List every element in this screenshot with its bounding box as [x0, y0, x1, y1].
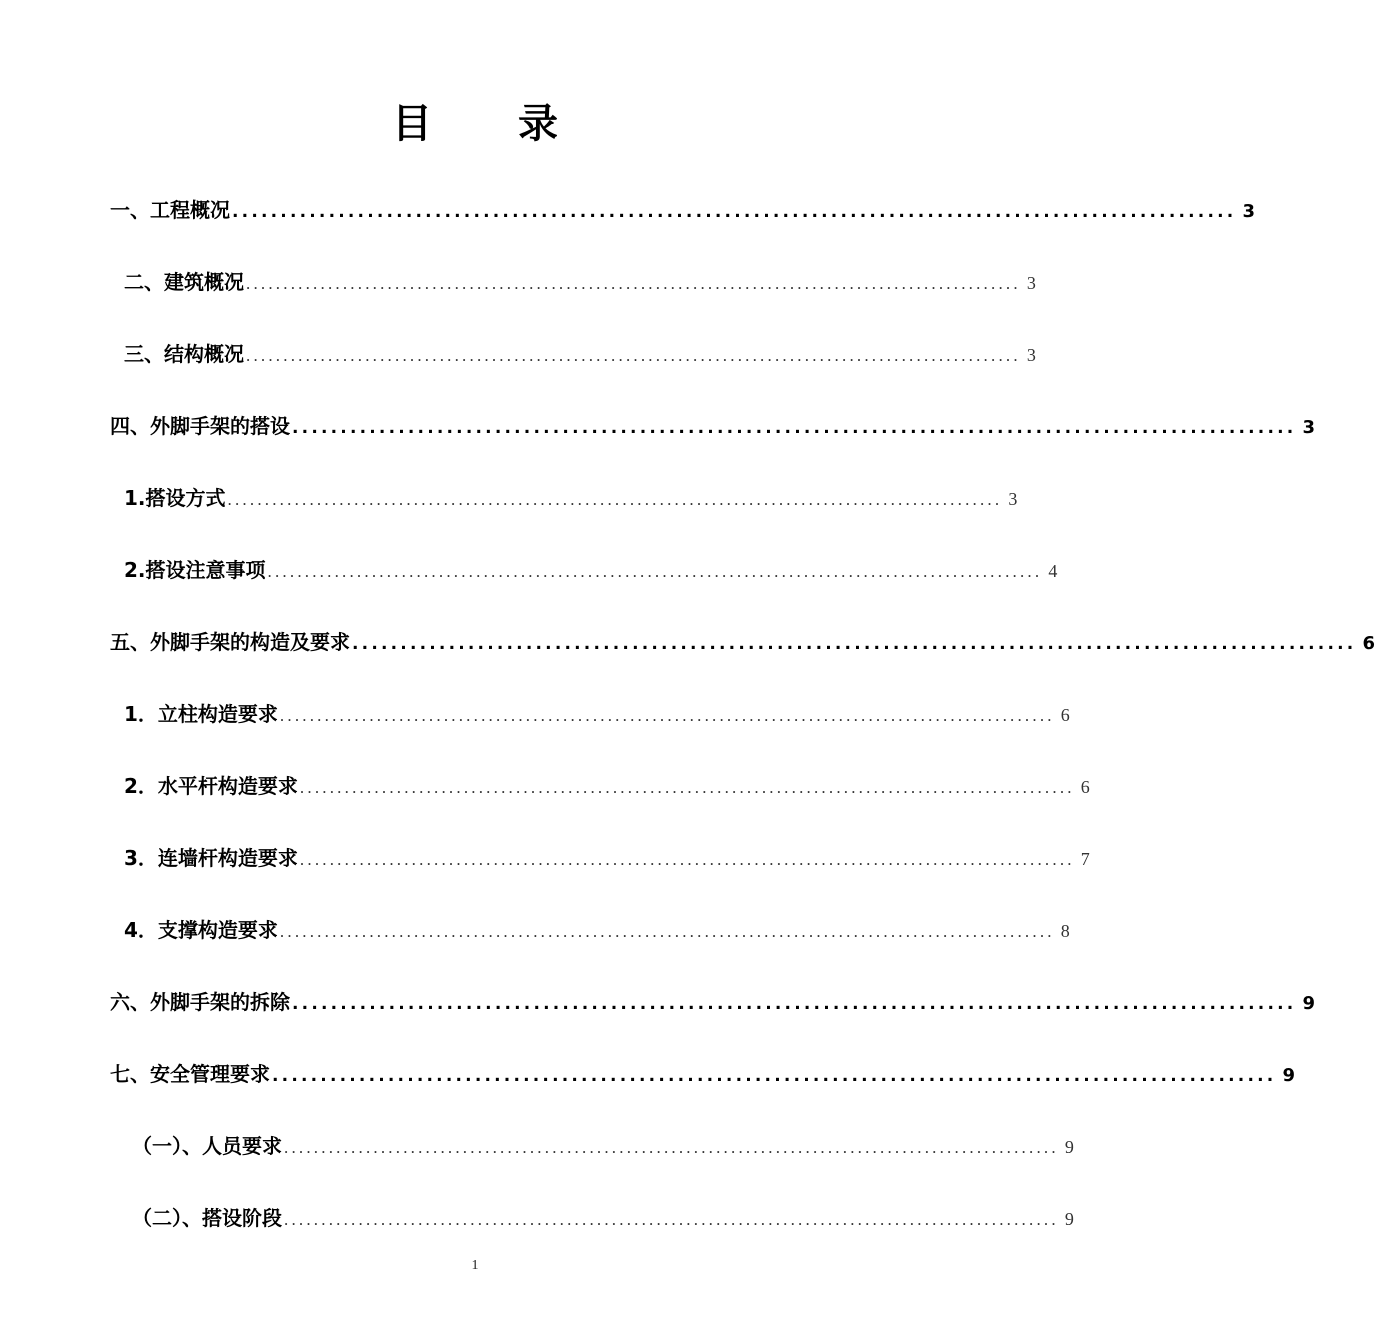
dot-leader: ........................................................................................................	[246, 346, 1021, 365]
toc-entry-3[interactable]	[0, 334, 1036, 374]
toc-entry-6[interactable]	[0, 550, 1058, 590]
toc-entry-12[interactable]	[0, 982, 1315, 1022]
toc-entry-page: 9	[1064, 1137, 1074, 1157]
toc-entry-label: （二）、搭设阶段	[132, 1206, 282, 1230]
toc-entry-page: 9	[1282, 1065, 1295, 1086]
toc-entry-page: 8	[1060, 921, 1070, 941]
toc-entry-label: 四、外脚手架的搭设	[110, 414, 290, 438]
toc-entry-page: 9	[1302, 993, 1315, 1014]
toc-entry-10[interactable]	[0, 838, 1090, 878]
dot-leader: ........................................................................................................	[227, 490, 1003, 509]
toc-entry-link[interactable]	[110, 1054, 1295, 1094]
toc-entry-page: 6	[1080, 777, 1090, 797]
toc-entry-label: 3．连墙杆构造要求	[124, 846, 298, 870]
toc-entry-4[interactable]	[0, 406, 1315, 446]
dot-leader: ........................................................................................................	[299, 778, 1075, 797]
toc-entry-7[interactable]	[0, 622, 1375, 662]
toc-entry-page: 4	[1048, 561, 1058, 581]
toc-entry-9[interactable]	[0, 766, 1090, 806]
dot-leader: ........................................................................................................	[352, 634, 1357, 654]
toc-entry-link[interactable]	[124, 910, 1070, 950]
dot-leader: ........................................................................................................	[279, 922, 1055, 941]
toc-entry-link[interactable]	[124, 334, 1036, 374]
toc-entry-label: 七、安全管理要求	[110, 1062, 270, 1086]
dot-leader: ........................................................................................................	[279, 706, 1055, 725]
toc-entry-page: 6	[1060, 705, 1070, 725]
toc-entry-link[interactable]	[124, 262, 1036, 302]
toc-entry-link[interactable]	[110, 982, 1315, 1022]
dot-leader: ........................................................................................................	[246, 274, 1021, 293]
toc-entry-link[interactable]	[124, 838, 1090, 878]
toc-entry-page: 3	[1302, 417, 1315, 438]
toc-entry-page: 3	[1026, 345, 1036, 365]
title-char-1: 目	[392, 101, 432, 147]
dot-leader: ........................................................................................................	[284, 1138, 1059, 1157]
dot-leader: ........................................................................................................	[232, 202, 1237, 222]
toc-entry-label: 一、工程概况	[110, 198, 230, 222]
dot-leader: ........................................................................................................	[284, 1210, 1059, 1229]
dot-leader: ........................................................................................................	[292, 418, 1297, 438]
toc-entry-label: 1.搭设方式	[124, 486, 226, 510]
toc-entry-link[interactable]	[110, 622, 1375, 662]
title-char-2: 录	[518, 101, 558, 147]
page-number: 1	[471, 1258, 479, 1273]
toc-entry-11[interactable]	[0, 910, 1070, 950]
toc-entry-link[interactable]	[132, 1198, 1074, 1238]
toc-entry-5[interactable]	[0, 478, 1018, 518]
dot-leader: ........................................................................................................	[299, 850, 1075, 869]
toc-entry-link[interactable]	[124, 478, 1018, 518]
toc-entry-label: 五、外脚手架的构造及要求	[110, 630, 350, 654]
page-title	[0, 96, 950, 152]
dot-leader: ........................................................................................................	[292, 994, 1297, 1014]
toc-entry-link[interactable]	[124, 694, 1070, 734]
toc-entry-link[interactable]	[110, 406, 1315, 446]
toc-entry-page: 3	[1242, 201, 1255, 222]
toc-entry-link[interactable]	[110, 190, 1255, 230]
toc-entry-link[interactable]	[132, 1126, 1074, 1166]
dot-leader: ........................................................................................................	[272, 1066, 1277, 1086]
toc-entry-link[interactable]	[124, 550, 1058, 590]
toc-entry-2[interactable]	[0, 262, 1036, 302]
toc-entry-label: （一）、人员要求	[132, 1134, 282, 1158]
dot-leader: ........................................................................................................	[267, 562, 1043, 581]
toc-entry-label: 六、外脚手架的拆除	[110, 990, 290, 1014]
toc-entry-page: 3	[1008, 489, 1018, 509]
toc-entry-label: 1．立柱构造要求	[124, 702, 278, 726]
toc-entry-14[interactable]	[0, 1126, 1074, 1166]
toc-entry-label: 二、建筑概况	[124, 270, 244, 294]
toc-entry-label: 三、结构概况	[124, 342, 244, 366]
toc-entry-8[interactable]	[0, 694, 1070, 734]
toc-entry-label: 2.搭设注意事项	[124, 558, 266, 582]
toc-entry-1[interactable]	[0, 190, 1255, 230]
toc-entry-link[interactable]	[124, 766, 1090, 806]
toc-entry-page: 6	[1362, 633, 1375, 654]
toc-entry-page: 9	[1064, 1209, 1074, 1229]
toc-entry-15[interactable]	[0, 1198, 1074, 1238]
toc-entry-label: 4．支撑构造要求	[124, 918, 278, 942]
toc-entry-13[interactable]	[0, 1054, 1295, 1094]
toc-entry-page: 7	[1080, 849, 1090, 869]
toc-entry-page: 3	[1026, 273, 1036, 293]
toc-entry-label: 2．水平杆构造要求	[124, 774, 298, 798]
